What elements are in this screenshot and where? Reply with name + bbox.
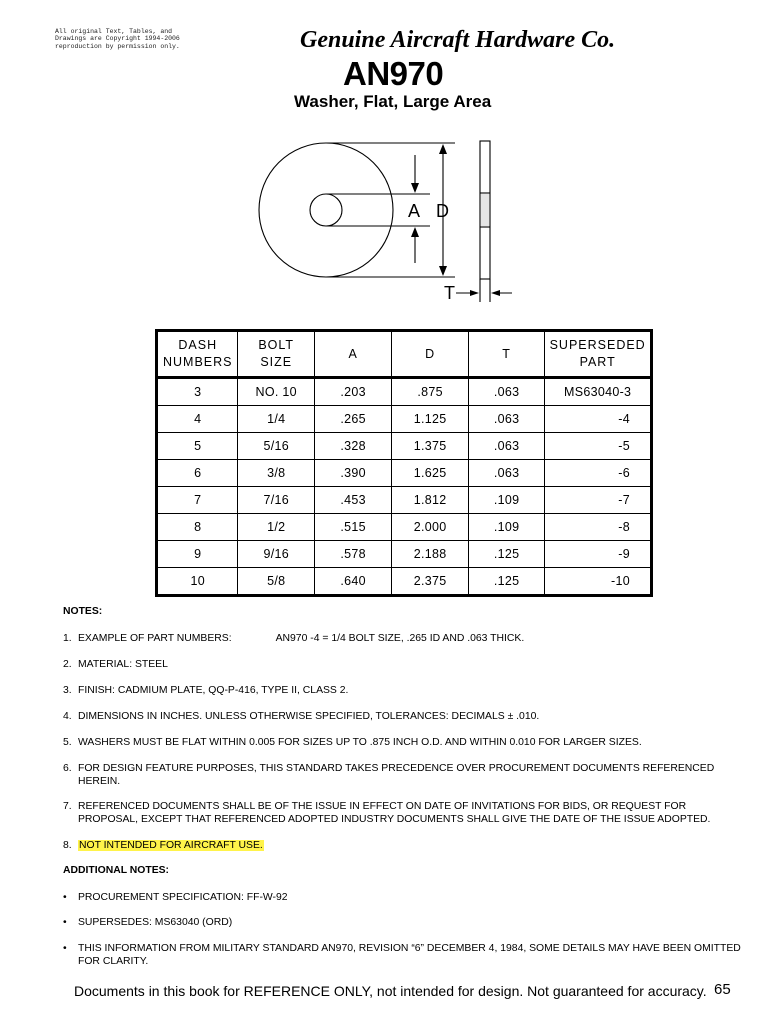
table-cell: .063 xyxy=(468,460,544,487)
copyright-line: reproduction by permission only. xyxy=(55,42,180,50)
note-number: 6. xyxy=(63,763,72,774)
table-cell: -6 xyxy=(545,460,652,487)
footer-disclaimer: Documents in this book for REFERENCE ONLY, not intended for design. Not guaranteed for accuracy. xyxy=(74,983,707,999)
table-cell: -4 xyxy=(545,406,652,433)
washer-outer-circle xyxy=(259,143,393,277)
additional-note-text: THIS INFORMATION FROM MILITARY STANDARD AN970, REVISION “6” DECEMBER 4, 1984, SOME DETAILS MAY HAVE BEEN OMITTED xyxy=(78,943,741,954)
table-cell: .109 xyxy=(468,514,544,541)
table-row xyxy=(157,406,652,433)
additional-note-text: PROCUREMENT SPECIFICATION: FF-W-92 xyxy=(78,892,288,903)
table-cell: 9/16 xyxy=(238,541,314,568)
table-row xyxy=(157,460,652,487)
table-cell: .265 xyxy=(314,406,391,433)
page-number: 65 xyxy=(714,981,731,998)
header-line: SUPERSEDED xyxy=(549,338,646,352)
washer-hole-circle xyxy=(310,194,342,226)
table-cell: 1/4 xyxy=(238,406,314,433)
note-text: FOR DESIGN FEATURE PURPOSES, THIS STANDARD TAKES PRECEDENCE OVER PROCUREMENT DOCUMENTS REFERENCED xyxy=(78,763,715,774)
table-cell: .875 xyxy=(392,378,468,406)
note-number: 2. xyxy=(63,659,72,670)
copyright-notice xyxy=(55,28,180,50)
note-number: 5. xyxy=(63,737,72,748)
table-cell: .125 xyxy=(468,568,544,596)
table-cell: 5/8 xyxy=(238,568,314,596)
note-item xyxy=(63,632,524,645)
table-cell: .203 xyxy=(314,378,391,406)
table-cell: 9 xyxy=(157,541,238,568)
table-row xyxy=(157,514,652,541)
table-cell: .063 xyxy=(468,378,544,406)
bullet-glyph: • xyxy=(63,917,67,928)
note-item xyxy=(63,736,642,749)
table-cell: 4 xyxy=(157,406,238,433)
note-text: REFERENCED DOCUMENTS SHALL BE OF THE ISSUE IN EFFECT ON DATE OF INVITATIONS FOR BIDS, OR REQUEST FOR xyxy=(78,801,687,812)
additional-note-item xyxy=(63,916,232,929)
table-cell: 7 xyxy=(157,487,238,514)
note-item xyxy=(63,762,714,788)
part-description: Washer, Flat, Large Area xyxy=(294,92,492,111)
copyright-line: All original Text, Tables, and xyxy=(55,28,173,35)
note-number: 8. xyxy=(63,840,72,851)
header-dash-numbers xyxy=(157,331,238,378)
table-cell: 2.188 xyxy=(392,541,468,568)
table-cell: 2.000 xyxy=(392,514,468,541)
table-cell: 3/8 xyxy=(238,460,314,487)
additional-note-item xyxy=(63,942,741,968)
table-cell: 1.125 xyxy=(392,406,468,433)
table-cell: .640 xyxy=(314,568,391,596)
copyright-line: Drawings are Copyright 1994-2006 xyxy=(55,35,180,43)
table-row xyxy=(157,487,652,514)
table-cell: 8 xyxy=(157,514,238,541)
note-text-continued: PROPOSAL, EXCEPT THAT REFERENCED ADOPTED INDUSTRY DOCUMENTS SHALL GIVE THE DATE OF THE ISSUE ADOPTED. xyxy=(78,814,711,825)
washer-drawing xyxy=(250,135,520,310)
table-row xyxy=(157,541,652,568)
note-item xyxy=(63,839,264,852)
header-superseded-part xyxy=(545,331,652,378)
note-number: 7. xyxy=(63,801,72,812)
dimension-table xyxy=(155,329,653,597)
note-text-continued: HEREIN. xyxy=(78,776,121,787)
table-cell: .109 xyxy=(468,487,544,514)
table-cell: .063 xyxy=(468,433,544,460)
table-row xyxy=(157,378,652,406)
table-cell: -8 xyxy=(545,514,652,541)
table-row xyxy=(157,568,652,596)
note-item xyxy=(63,658,168,671)
table-cell: 7/16 xyxy=(238,487,314,514)
table-row xyxy=(157,433,652,460)
company-name: Genuine Aircraft Hardware Co. xyxy=(300,27,616,53)
header-a: A xyxy=(314,331,391,378)
bullet-glyph: • xyxy=(63,892,67,903)
table-cell: 2.375 xyxy=(392,568,468,596)
dimension-a-label: A xyxy=(408,201,421,221)
header-line: NUMBERS xyxy=(162,355,233,369)
table-cell: .063 xyxy=(468,406,544,433)
additional-note-item xyxy=(63,891,288,904)
table-cell: .390 xyxy=(314,460,391,487)
dimension-t-label: T xyxy=(444,283,455,303)
notes-title: NOTES: xyxy=(63,606,103,617)
note-example: AN970 -4 = 1/4 BOLT SIZE, .265 ID AND .063 THICK. xyxy=(275,633,525,644)
note-number: 3. xyxy=(63,685,72,696)
table-cell: -9 xyxy=(545,541,652,568)
additional-note-text: SUPERSEDES: MS63040 (ORD) xyxy=(78,917,233,928)
table-cell: -10 xyxy=(545,568,652,596)
note-number: 1. xyxy=(63,633,72,644)
table-cell: 1.812 xyxy=(392,487,468,514)
table-cell: .515 xyxy=(314,514,391,541)
table-cell: NO. 10 xyxy=(238,378,314,406)
table-header-row xyxy=(157,331,652,378)
table-cell: 10 xyxy=(157,568,238,596)
table-cell: 5 xyxy=(157,433,238,460)
header-line: BOLT xyxy=(258,338,295,352)
note-text: EXAMPLE OF PART NUMBERS: xyxy=(78,633,232,644)
table-cell: 1.625 xyxy=(392,460,468,487)
table-cell: .453 xyxy=(314,487,391,514)
table-cell: 6 xyxy=(157,460,238,487)
note-text: DIMENSIONS IN INCHES. UNLESS OTHERWISE SPECIFIED, TOLERANCES: DECIMALS ± .010. xyxy=(78,711,540,722)
header-line: PART xyxy=(579,355,616,369)
note-text: MATERIAL: STEEL xyxy=(78,659,168,670)
note-text: FINISH: CADMIUM PLATE, QQ-P-416, TYPE II, CLASS 2. xyxy=(78,685,349,696)
header-t: T xyxy=(468,331,544,378)
table-cell: .125 xyxy=(468,541,544,568)
bullet-glyph: • xyxy=(63,943,67,954)
table-cell: 1/2 xyxy=(238,514,314,541)
table-cell: -7 xyxy=(545,487,652,514)
additional-notes-title: ADDITIONAL NOTES: xyxy=(63,865,170,876)
header-d: D xyxy=(392,331,468,378)
note-number: 4. xyxy=(63,711,72,722)
table-cell: .328 xyxy=(314,433,391,460)
header-line: SIZE xyxy=(260,355,293,369)
note-text-highlighted: NOT INTENDED FOR AIRCRAFT USE. xyxy=(79,840,263,851)
table-cell: .578 xyxy=(314,541,391,568)
table-cell: 1.375 xyxy=(392,433,468,460)
note-text: WASHERS MUST BE FLAT WITHIN 0.005 FOR SIZES UP TO .875 INCH O.D. AND WITHIN 0.010 FOR LARGER SIZES. xyxy=(78,737,642,748)
header-bolt-size xyxy=(238,331,314,378)
table-cell: -5 xyxy=(545,433,652,460)
dimension-d-label: D xyxy=(436,201,449,221)
table-cell: 3 xyxy=(157,378,238,406)
note-item xyxy=(63,684,348,697)
additional-note-text-continued: FOR CLARITY. xyxy=(78,956,149,967)
table-cell: MS63040-3 xyxy=(545,378,652,406)
table-cell: 5/16 xyxy=(238,433,314,460)
note-item xyxy=(63,710,539,723)
note-item xyxy=(63,800,710,826)
header-line: DASH xyxy=(178,338,218,352)
part-number-title: AN970 xyxy=(343,55,444,92)
